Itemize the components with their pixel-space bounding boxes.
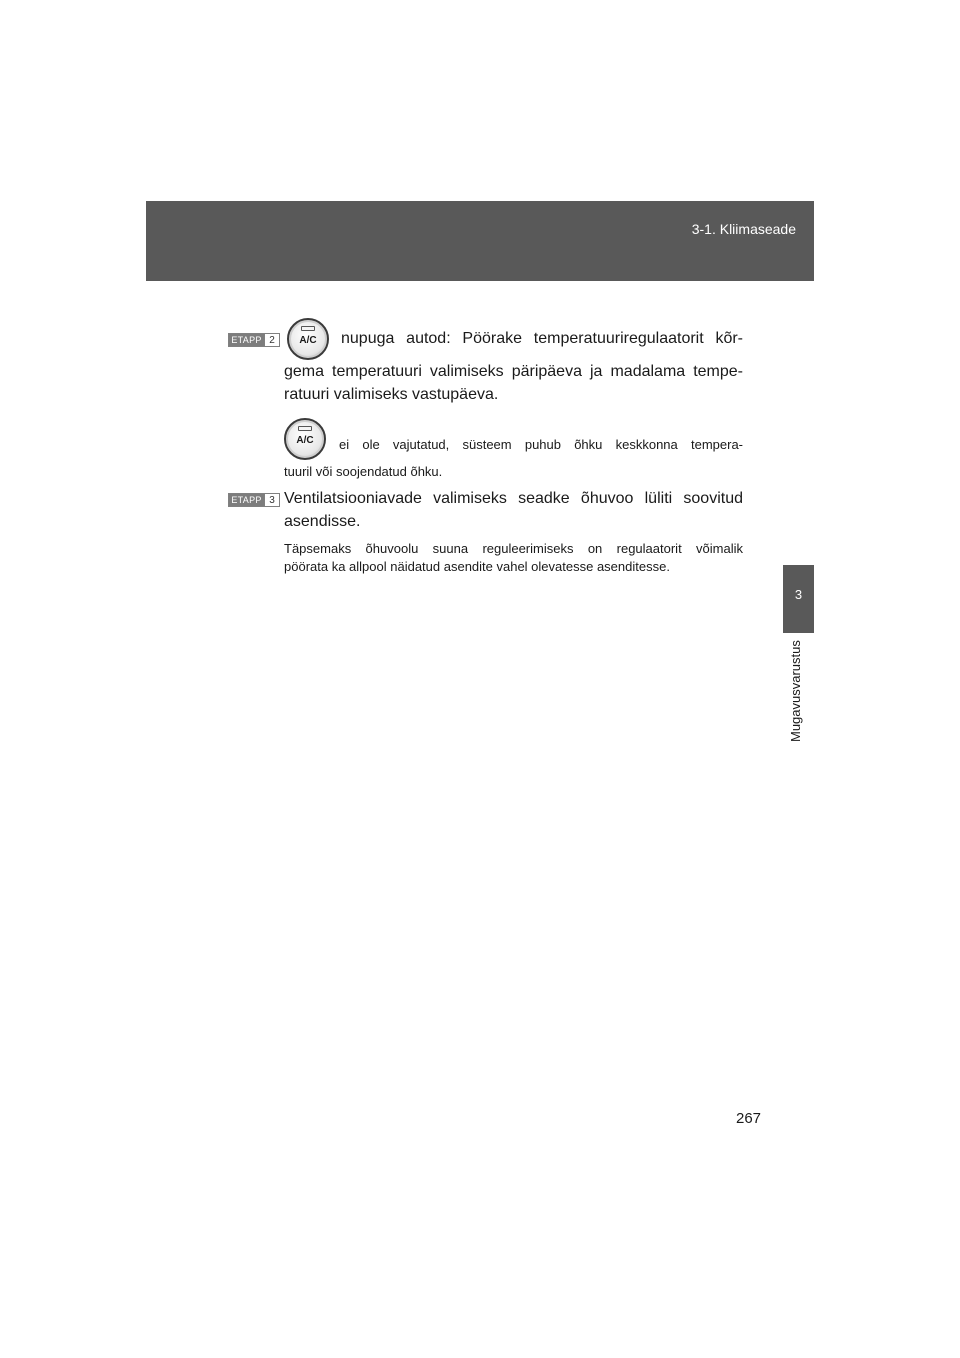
step-2-badge [228, 333, 280, 347]
step-3-line-1: Ventilatsiooniavade valimiseks seadke õhuvoo lüliti soovitud [284, 490, 743, 507]
page-number: 267 [736, 1110, 762, 1127]
step-2-line-2: gema temperatuuri valimiseks päripäeva ja madalama tempe- [284, 363, 743, 380]
section-title: 3-1. Kliimaseade [691, 221, 796, 237]
step-2-note-line-2: tuuril või soojendatud õhku. [284, 464, 443, 479]
chapter-label: Mugavusvarustus [788, 640, 803, 742]
step-badge-word: ETAPP [229, 334, 264, 346]
chapter-number: 3 [794, 587, 803, 602]
step-3-note-line-1: Täpsemaks õhuvoolu suuna reguleerimiseks on regulaatorit võimalik [284, 541, 743, 556]
ac-led-indicator [298, 426, 312, 431]
step-badge-number: 3 [264, 494, 279, 506]
step-3-badge [228, 493, 280, 507]
step-2-line-1: nupuga autod: Pöörake temperatuuriregulaatorit kõr- [341, 330, 743, 347]
step-badge-word: ETAPP [229, 494, 264, 506]
step-badge-number: 2 [264, 334, 279, 346]
step-2-note-line-1: ei ole vajutatud, süsteem puhub õhku keskkonna tempera- [339, 437, 743, 452]
ac-button-icon [287, 318, 329, 360]
step-2-line-3: ratuuri valimiseks vastupäeva. [284, 386, 499, 403]
step-3-note-line-2: pöörata ka allpool näidatud asendite vahel olevatesse asenditesse. [284, 559, 670, 574]
header-bar [146, 201, 814, 281]
step-3-line-2: asendisse. [284, 513, 361, 530]
ac-icon-label: A/C [299, 335, 317, 346]
ac-icon-label: A/C [296, 435, 314, 446]
ac-button-icon-note [284, 418, 326, 460]
ac-led-indicator [301, 326, 315, 331]
chapter-tab [783, 565, 814, 633]
